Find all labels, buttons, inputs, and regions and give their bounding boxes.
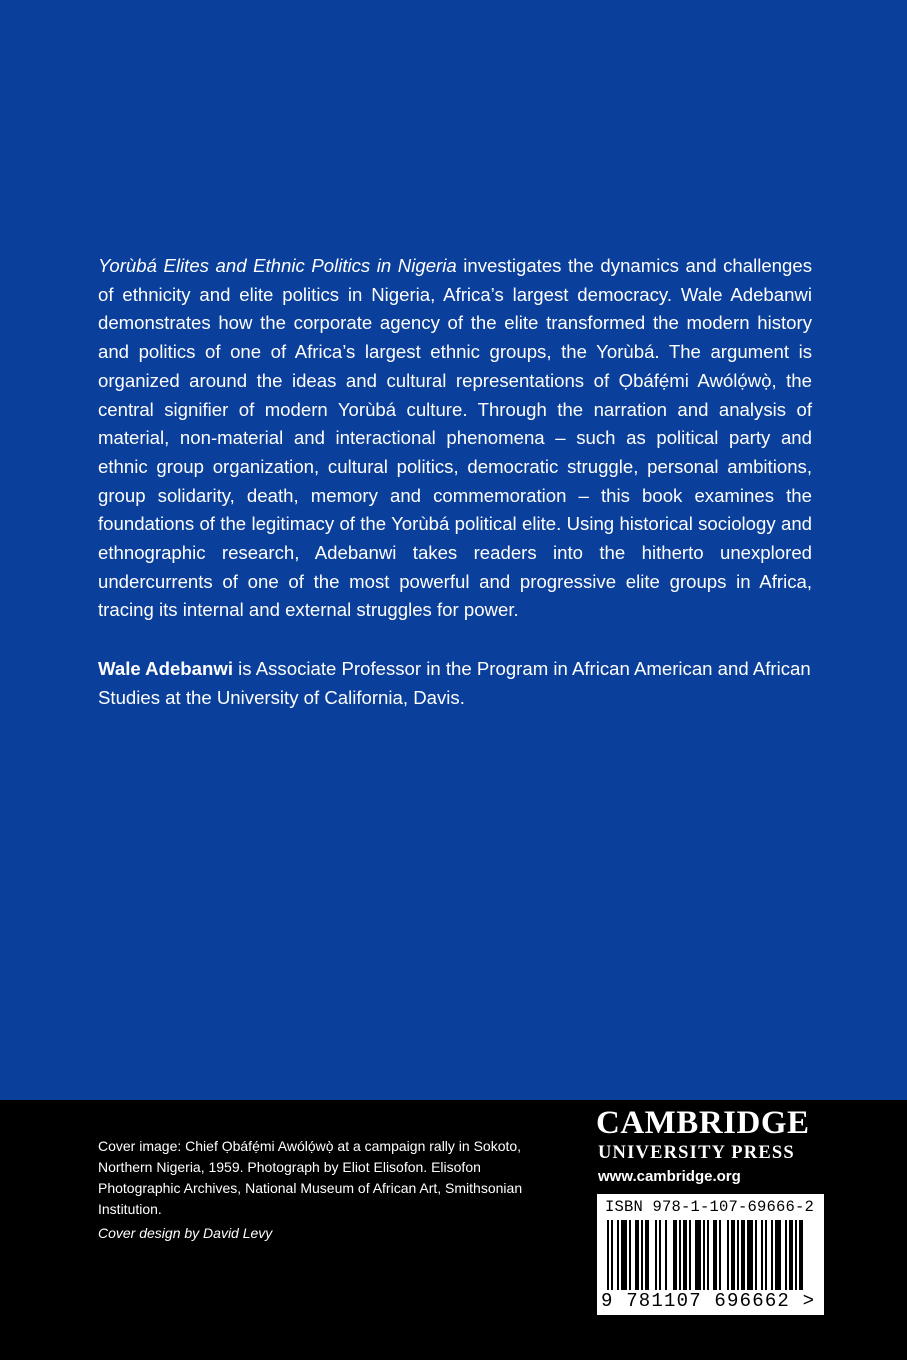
barcode-bar	[765, 1220, 767, 1290]
author-name: Wale Adebanwi	[98, 658, 233, 679]
isbn-label: ISBN 978-1-107-69666-2	[605, 1198, 815, 1216]
blurb-text: investigates the dynamics and challenges of ethnicity and elite politics in Nigeria, Africa’s largest democracy. Wale Adebanwi demonstrates how the corporate agency of the elite transformed the modern history and politics of one of Africa’s largest ethnic groups, the Yorùbá. The argument is organized around the ideas and cultural representations of Ọbáfẹ́mi Awólọ́wọ̀, the central signifier of modern Yorùbá culture. Through the narration and analysis of material, non-material and interactional phenomena – such as political party and ethnic group organization, cultural politics, democratic struggle, personal ambitions, group solidarity, death, memory and commemoration – this book examines the foundations of the legitimacy of the Yorùbá political elite. Using historical sociology and ethnographic research, Adebanwi takes readers into the hitherto unexplored undercurrents of one of the most powerful and progressive elite groups in Africa, tracing its internal and external struggles for power.	[98, 255, 812, 621]
cover-image-credit: Cover image: Chief Ọbáfẹ́mi Awólọ́wọ̀ at a campaign rally in Sokoto, Northern Nigeria, 1959. Photograph by Eliot Elisofon. Elisofon Photographic Archives, National Museum of African Art, Smithsonian Institution.	[98, 1138, 523, 1217]
barcode-bar	[761, 1220, 763, 1290]
barcode-bar	[731, 1220, 735, 1290]
barcode-bar	[695, 1220, 701, 1290]
barcode-bar	[641, 1220, 643, 1290]
barcode-bar	[795, 1220, 797, 1290]
barcode-bar	[659, 1220, 661, 1290]
barcode-bar	[629, 1220, 631, 1290]
barcode-bar	[635, 1220, 639, 1290]
barcode-bar	[707, 1220, 709, 1290]
book-blurb	[98, 252, 812, 625]
barcode-bar	[789, 1220, 793, 1290]
barcode-bar	[755, 1220, 757, 1290]
barcode-bar	[703, 1220, 705, 1290]
book-title: Yorùbá Elites and Ethnic Politics in Nigeria	[98, 255, 457, 276]
barcode-bar	[683, 1220, 687, 1290]
barcode-bar	[673, 1220, 677, 1290]
barcode-bar	[727, 1220, 729, 1290]
barcode-bar	[799, 1220, 803, 1290]
cover-design-credit: Cover design by David Levy	[98, 1225, 273, 1241]
barcode-bar	[617, 1220, 619, 1290]
barcode-bar	[771, 1220, 773, 1290]
barcode-bar	[747, 1220, 753, 1290]
barcode-bar	[713, 1220, 717, 1290]
barcode-bar	[679, 1220, 681, 1290]
barcode-bar	[607, 1220, 609, 1290]
barcode-bar	[775, 1220, 781, 1290]
barcode-bar	[621, 1220, 627, 1290]
barcode-bar	[719, 1220, 721, 1290]
barcode-bar	[611, 1220, 613, 1290]
barcode-digits: 9 781107 696662 >	[601, 1290, 816, 1312]
publisher-logo-name: CAMBRIDGE	[596, 1105, 810, 1141]
author-bio	[98, 655, 812, 712]
barcode-bar	[645, 1220, 649, 1290]
barcode-bar	[689, 1220, 691, 1290]
barcode-bar	[665, 1220, 667, 1290]
barcode-bar	[785, 1220, 787, 1290]
barcode-icon	[607, 1220, 814, 1292]
barcode-bar	[655, 1220, 657, 1290]
publisher-logo-subtitle: UNIVERSITY PRESS	[598, 1143, 795, 1163]
author-bio-text: is Associate Professor in the Program in African American and African Studies at the University of California, Davis.	[98, 658, 811, 708]
barcode-bar	[741, 1220, 745, 1290]
barcode-bar	[737, 1220, 739, 1290]
publisher-url: www.cambridge.org	[598, 1168, 741, 1185]
isbn-barcode-box	[597, 1194, 824, 1315]
